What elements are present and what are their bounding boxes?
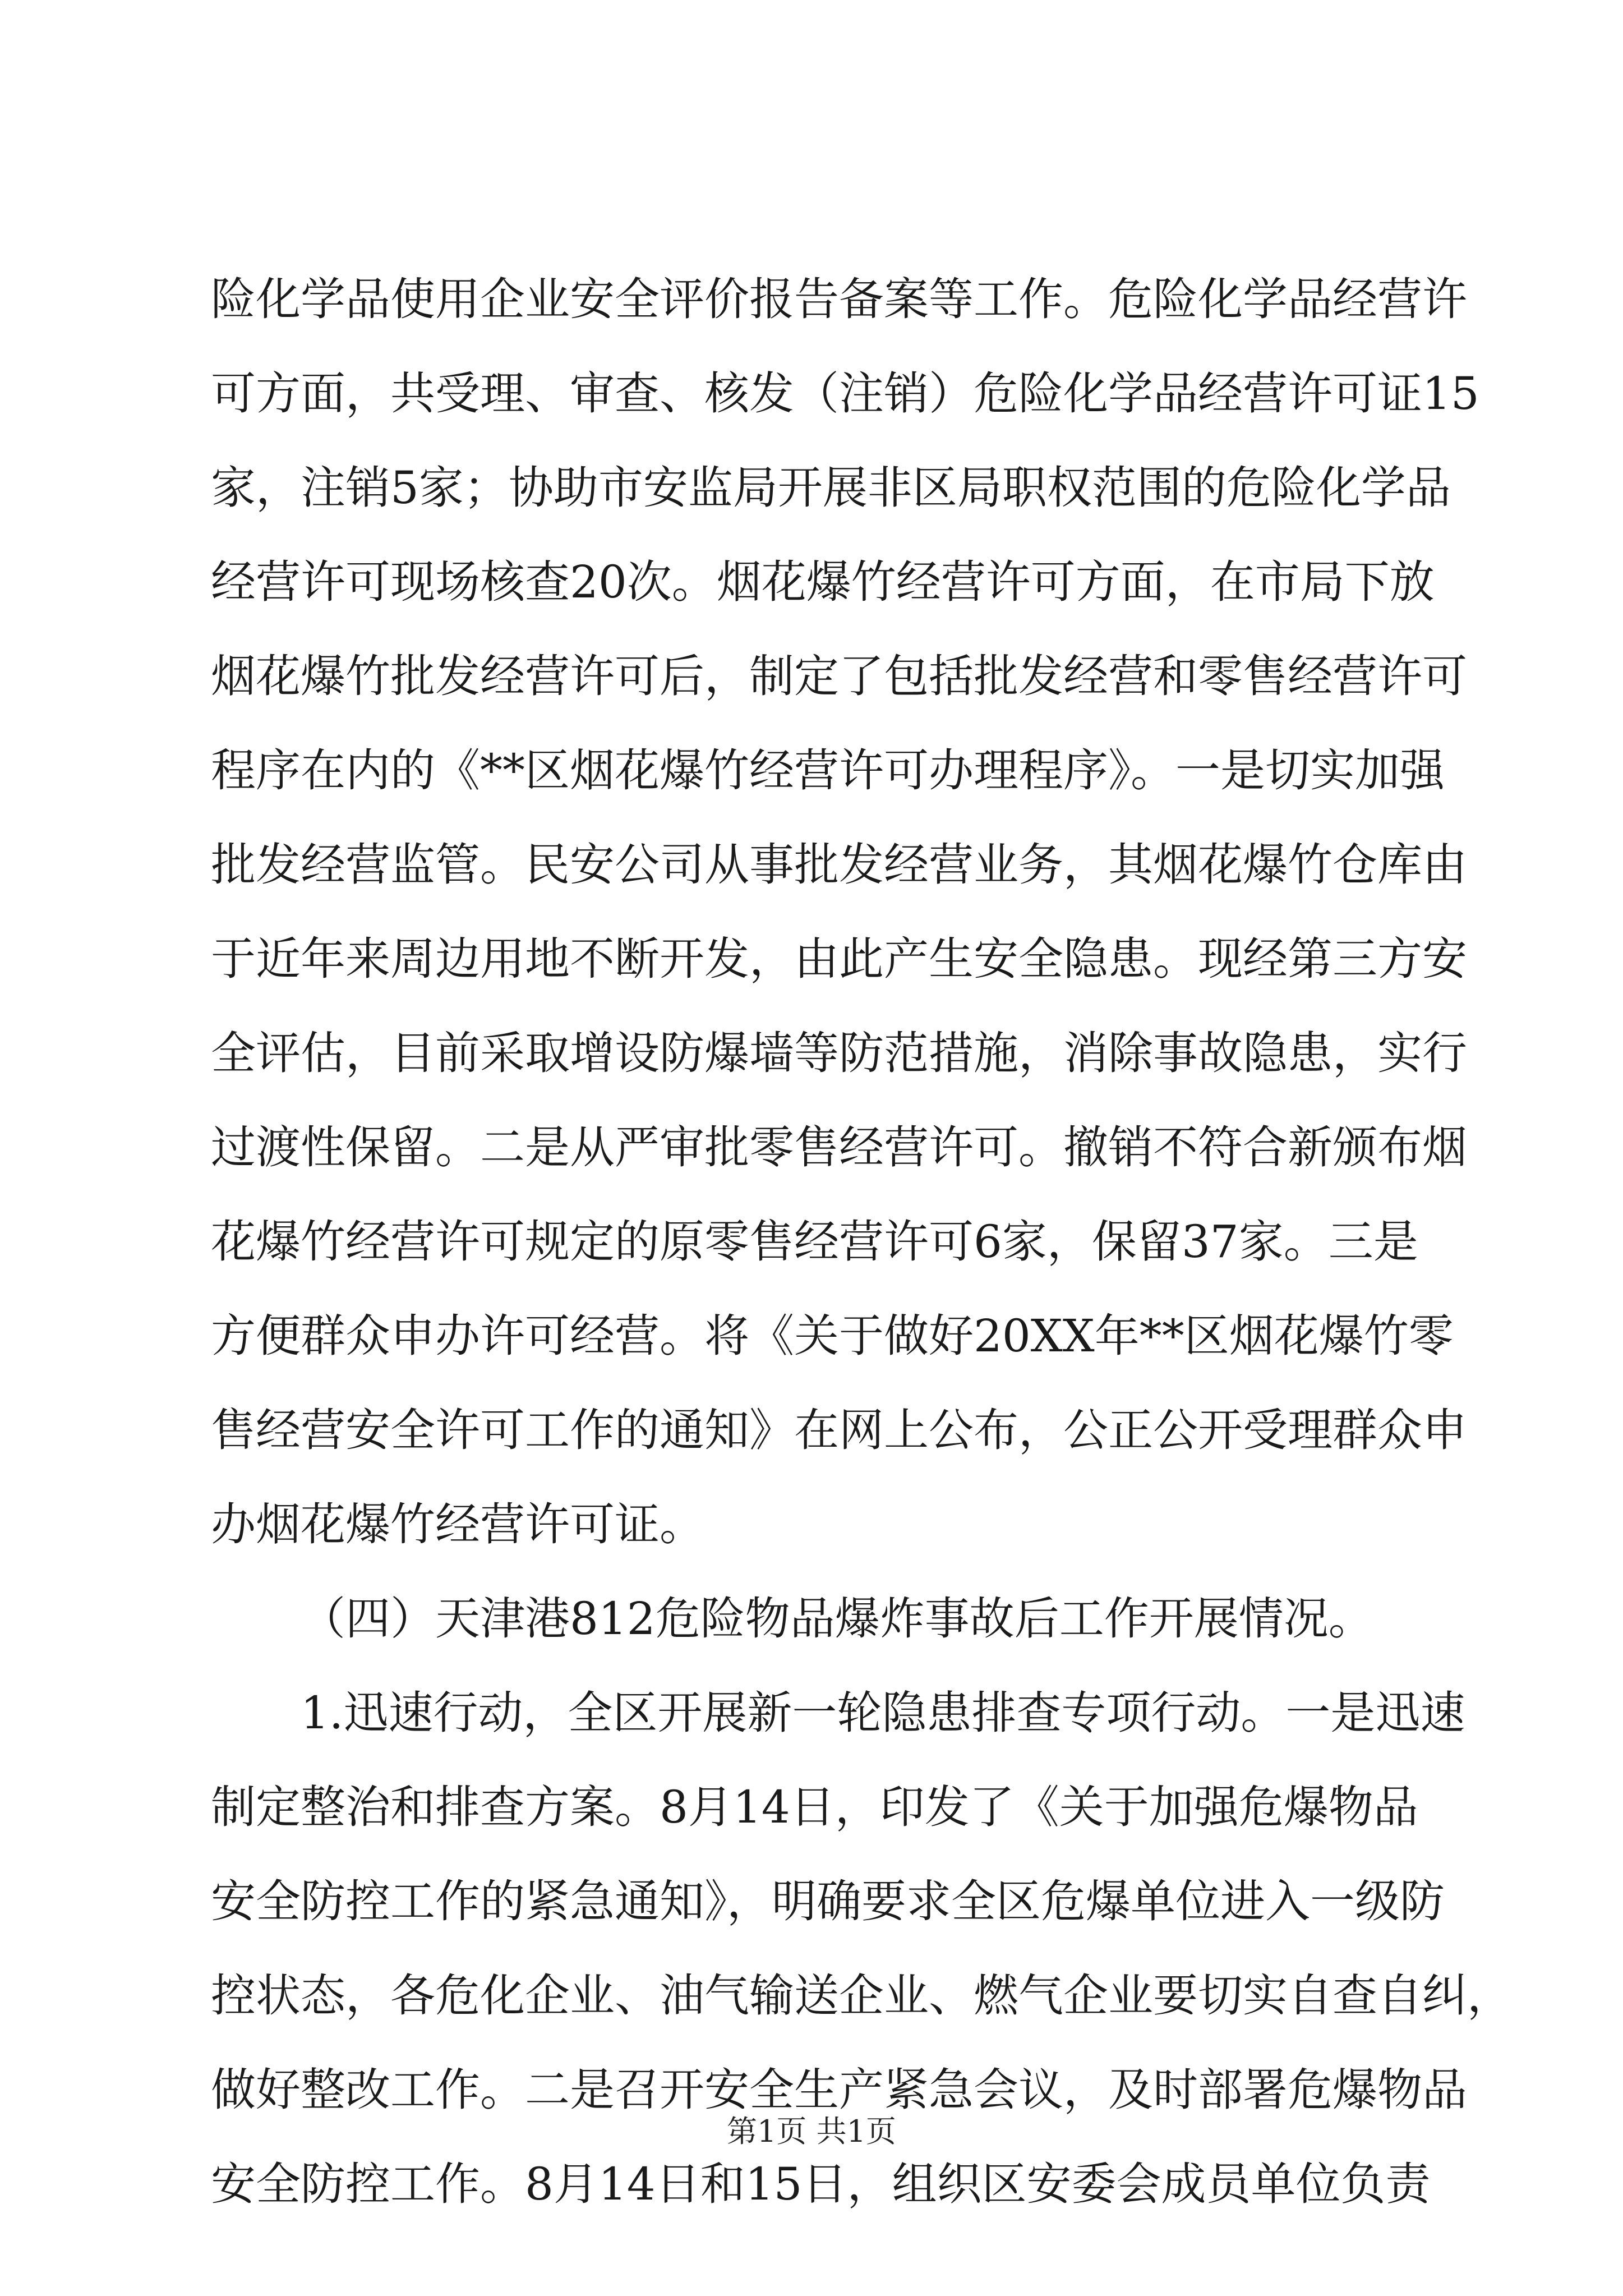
- text-line: 控状态，各危化企业、油气输送企业、燃气企业要切实自查自纠，: [211, 1970, 1512, 2022]
- text-line: 做好整改工作。二是召开安全生产紧急会议，及时部署危爆物品: [211, 2064, 1467, 2116]
- page-footer: [0, 2109, 1623, 2154]
- text-line: 花爆竹经营许可规定的原零售经营许可6家，保留37家。三是: [211, 1216, 1418, 1268]
- text-line: 可方面，共受理、审查、核发（注销）危险化学品经营许可证15: [211, 367, 1479, 420]
- text-line: 全评估，目前采取增设防爆墙等防范措施，消除事故隐患，实行: [211, 1027, 1467, 1079]
- document-body: [211, 252, 1512, 2231]
- text-line: 批发经营监管。民安公司从事批发经营业务，其烟花爆竹仓库由: [211, 839, 1467, 891]
- text-line: 程序在内的《**区烟花爆竹经营许可办理程序》。一是切实加强: [211, 744, 1445, 797]
- paragraph-end-line: 办烟花爆竹经营许可证。: [211, 1498, 704, 1550]
- text-line: 经营许可现场核查20次。烟花爆竹经营许可方面，在市局下放: [211, 556, 1435, 608]
- text-line: 制定整治和排查方案。8月14日，印发了《关于加强危爆物品: [211, 1781, 1418, 1833]
- text-line: 于近年来周边用地不断开发，由此产生安全隐患。现经第三方安: [211, 933, 1467, 985]
- text-line: 烟花爆竹批发经营许可后，制定了包括批发经营和零售经营许可: [211, 650, 1467, 702]
- page-number-label: 第1页 共1页: [727, 2114, 896, 2149]
- text-line: 售经营安全许可工作的通知》在网上公布，公正公开受理群众申: [211, 1404, 1467, 1456]
- text-line: 险化学品使用企业安全评价报告备案等工作。危险化学品经营许: [211, 273, 1467, 325]
- text-line: 过渡性保留。二是从严审批零售经营许可。撤销不符合新颁布烟: [211, 1121, 1467, 1174]
- text-line: 家，注销5家；协助市安监局开展非区局职权范围的危险化学品: [211, 462, 1451, 514]
- text-line: 安全防控工作的紧急通知》，明确要求全区危爆单位进入一级防: [211, 1875, 1445, 1927]
- text-line: 安全防控工作。8月14日和15日，组织区安委会成员单位负责: [211, 2158, 1431, 2210]
- section-heading: （四）天津港812危险物品爆炸事故后工作开展情况。: [301, 1593, 1373, 1645]
- paragraph-start-line: 1.迅速行动，全区开展新一轮隐患排查专项行动。一是迅速: [301, 1687, 1465, 1739]
- text-line: 方便群众申办许可经营。将《关于做好20XX年**区烟花爆竹零: [211, 1310, 1454, 1362]
